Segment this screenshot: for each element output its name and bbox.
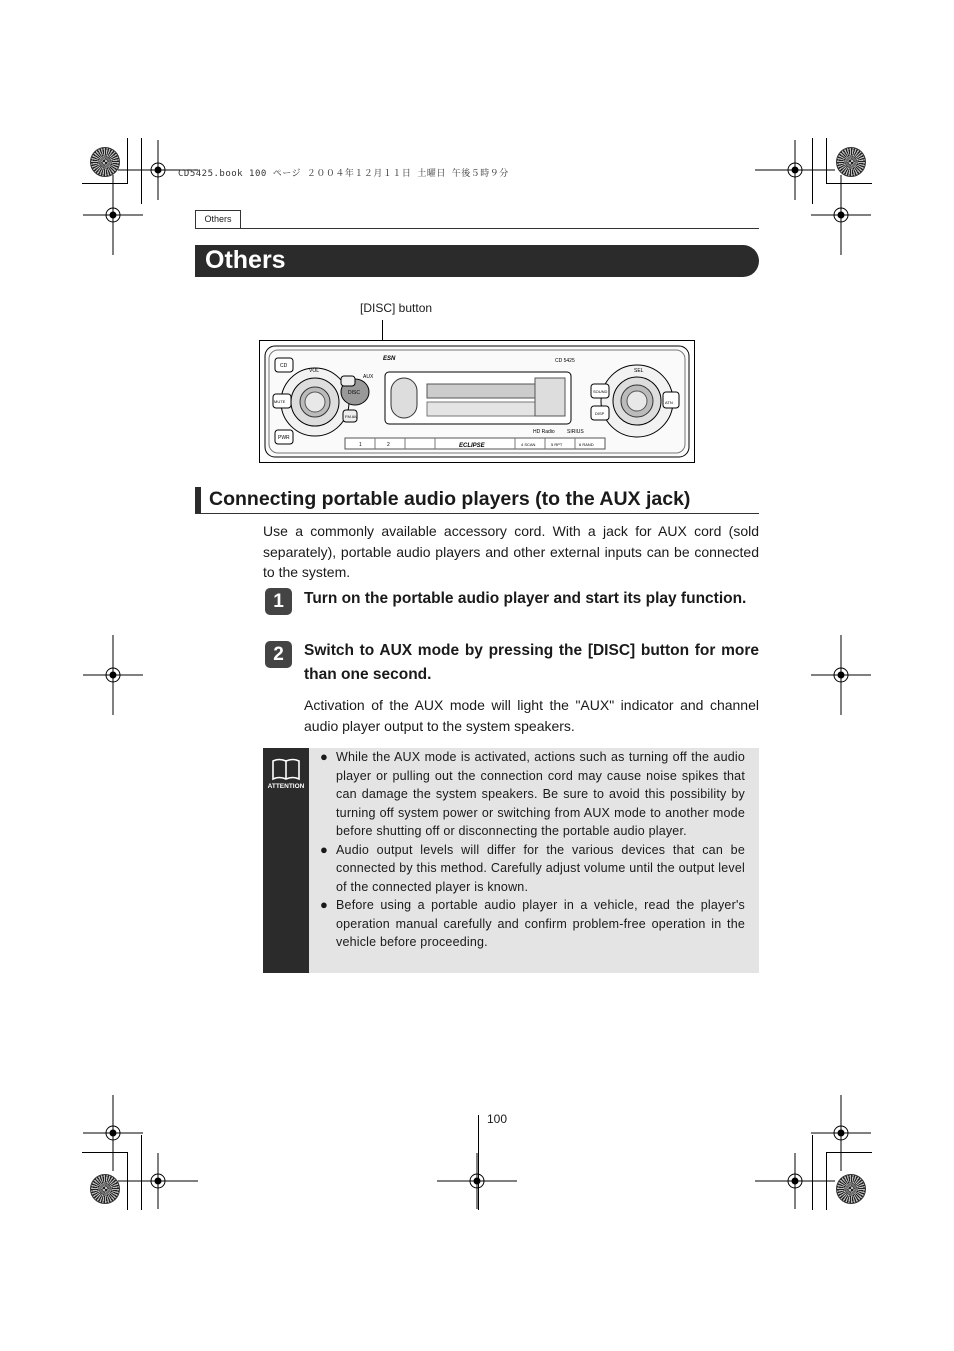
section-rule (195, 513, 759, 514)
intro-paragraph: Use a commonly available accessory cord. With a jack for AUX cord (sold separately), portable audio players and other external inputs can be connected to the system. (263, 523, 759, 580)
bullet-icon: ● (320, 897, 329, 912)
section-title: Connecting portable audio players (to the AUX jack) (209, 488, 691, 510)
attention-list (320, 748, 745, 952)
device-label-disc: DISC (348, 390, 360, 396)
attention-item-text: Before using a portable audio player in a vehicle, read the player's operation manual carefully and confirm problem-free operation in the vehicle before proceeding. (336, 898, 745, 949)
step-2-description: Activation of the AUX mode will light the "AUX" indicator and channel audio player output to the system speakers. (304, 697, 759, 734)
step-number-badge: 2 (265, 641, 292, 668)
device-label-atn: ATN (665, 400, 673, 405)
head-unit-illustration (259, 340, 695, 463)
bullet-icon: ● (320, 749, 329, 764)
device-label-pwr: PWR (278, 435, 290, 441)
print-file-info: CD5425.book 100 ページ ２００４年１２月１１日 土曜日 午後５時９分 (178, 169, 509, 179)
device-label-esn: ESN (383, 356, 396, 362)
device-label-preset-5: 5 RPT (551, 442, 563, 447)
page-number-tick (478, 1115, 479, 1210)
attention-item (320, 896, 745, 952)
device-label-sirius: SIRIUS (567, 429, 584, 435)
step-1-instruction: Turn on the portable audio player and start its play function. (304, 590, 747, 607)
device-label-preset-2: 2 (387, 442, 390, 448)
device-label-mute: MUTE (274, 399, 286, 404)
device-label-hd-radio: HD Radio (533, 429, 555, 435)
device-label-preset-6: 6 RAND (579, 442, 594, 447)
disc-button-callout: [DISC] button (360, 301, 433, 315)
section-marker (195, 487, 201, 513)
attention-item-text: While the AUX mode is activated, actions such as turning off the audio player or pulling out the connection cord may cause noise spikes that can damage the system speakers. Be sure to avoid this possibility by turning off system power or switching from AUX mode to another mode before shutting off or disconnecting the portable audio player. (336, 750, 745, 838)
device-label-preset-1: 1 (359, 442, 362, 448)
attention-item (320, 841, 745, 897)
breadcrumb: Others (195, 210, 241, 228)
page-number: 100 (487, 1112, 508, 1126)
attention-label: ATTENTION (267, 783, 305, 790)
attention-item (320, 748, 745, 841)
device-label-cd: CD (280, 363, 288, 369)
device-label-eclipse: ECLIPSE (459, 443, 485, 449)
device-label-preset-4: 4 SCAN (521, 442, 536, 447)
step-2-instruction: Switch to AUX mode by pressing the [DISC] button for more than one second. (304, 642, 759, 683)
book-icon (271, 758, 301, 782)
device-label-aux: AUX (363, 374, 374, 380)
page-title: Others (205, 246, 286, 274)
device-label-disp: DISP (595, 411, 605, 416)
device-label-fm-am: FM AM (345, 414, 358, 419)
step-number-badge: 1 (265, 588, 292, 615)
bullet-icon: ● (320, 841, 329, 857)
device-label-sound: SOUND (593, 389, 608, 394)
device-label-sel: SEL (634, 368, 644, 374)
header-rule (195, 228, 759, 229)
device-label-vol: VOL (309, 368, 320, 374)
attention-item-text: Audio output levels will differ for the various devices that can be connected by this method. Carefully adjust volume until the output level of the connected player is known. (336, 842, 745, 894)
device-label-model: CD 5425 (555, 358, 575, 364)
